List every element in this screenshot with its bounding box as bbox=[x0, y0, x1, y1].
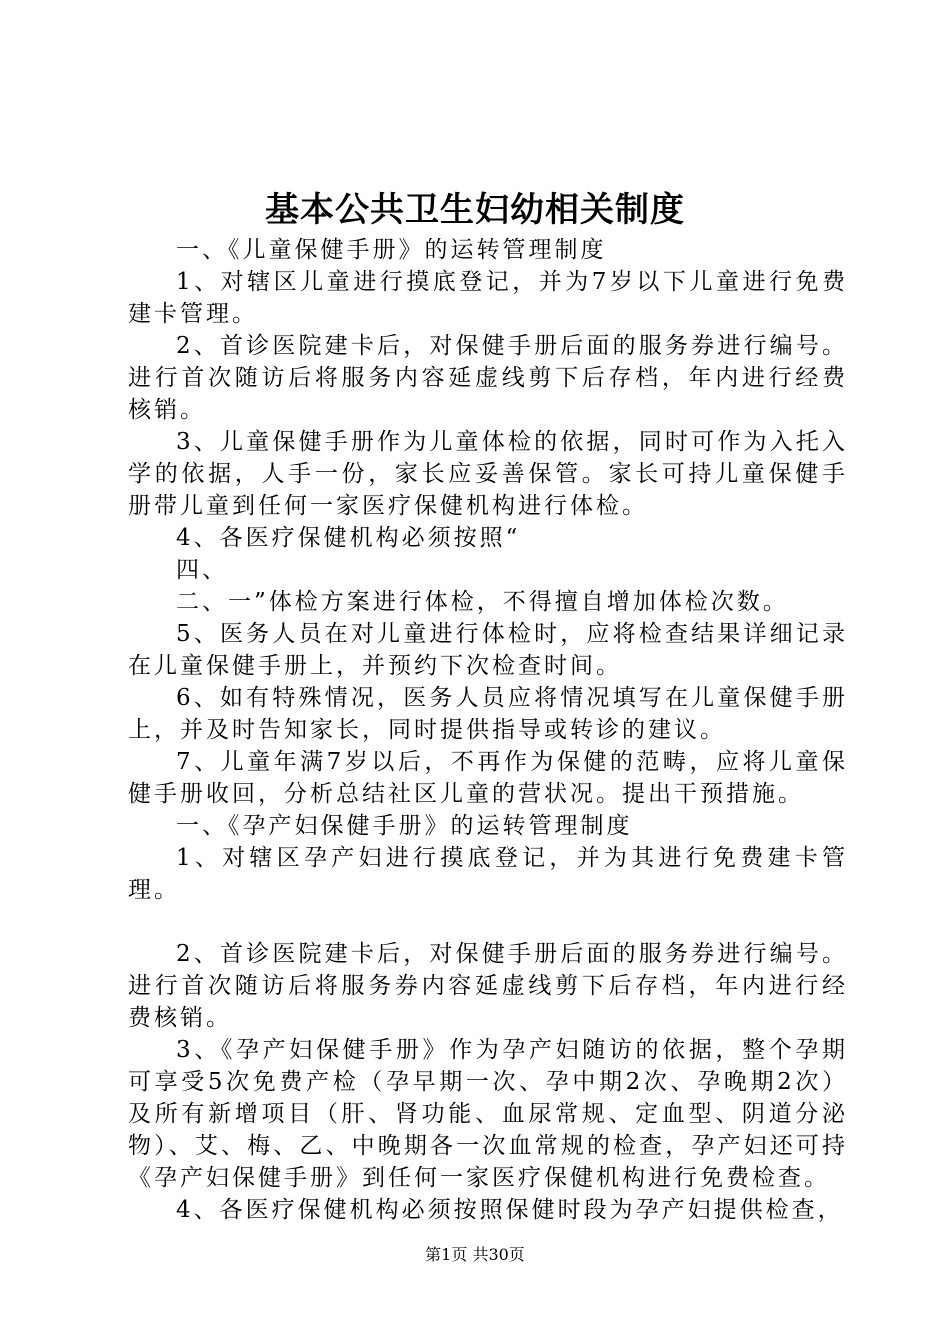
paragraph: 7、儿童年满7岁以后，不再作为保健的范畴，应将儿童保健手册收回，分析总结社区儿童的营状况。提出干预措施。 bbox=[128, 749, 848, 807]
document-body bbox=[128, 234, 848, 1226]
paragraph: 3、儿童保健手册作为儿童体检的依据，同时可作为入托入学的依据，人手一份，家长应妥善保管。家长可持儿童保健手册带儿童到任何一家医疗保健机构进行体检。 bbox=[128, 429, 848, 519]
document-title: 基本公共卫生妇幼相关制度 bbox=[265, 190, 685, 230]
paragraph: 4、各医疗保健机构必须按照“ bbox=[176, 525, 521, 551]
paragraph: 2、首诊医院建卡后，对保健手册后面的服务券进行编号。进行首次随访后将服务内容延虚线剪下后存档，年内进行经费核销。 bbox=[128, 333, 848, 423]
paragraph: 1、对辖区儿童进行摸底登记，并为7岁以下儿童进行免费建卡管理。 bbox=[128, 269, 848, 327]
paragraph: 4、各医疗保健机构必须按照保健时段为孕产妇提供检查， bbox=[176, 1197, 844, 1223]
paragraph: 6、如有特殊情况，医务人员应将情况填写在儿童保健手册上，并及时告知家长，同时提供指导或转诊的建议。 bbox=[128, 685, 848, 743]
section-heading: 一、《孕产妇保健手册》的运转管理制度 bbox=[176, 813, 633, 839]
paragraph: 2、首诊医院建卡后，对保健手册后面的服务券进行编号。进行首次随访后将服务券内容延虚线剪下后存档，年内进行经费核销。 bbox=[128, 941, 848, 1031]
paragraph: 1、对辖区孕产妇进行摸底登记，并为其进行免费建卡管理。 bbox=[128, 845, 848, 903]
paragraph: 四、 bbox=[176, 557, 228, 583]
section-heading: 一、《儿童保健手册》的运转管理制度 bbox=[176, 237, 607, 263]
paragraph: 3、《孕产妇保健手册》作为孕产妇随访的依据，整个孕期可享受5次免费产检（孕早期一次、孕中期2次、孕晚期2次）及所有新增项目（肝、肾功能、血尿常规、定血型、阴道分泌物）、艾、梅、乙、中晚期各一次血常规的检查，孕产妇还可持《孕产妇保健手册》到任何一家医疗保健机构进行免费检查。 bbox=[128, 1037, 848, 1191]
page-footer: 第1页 共30页 bbox=[425, 1245, 525, 1264]
paragraph: 5、医务人员在对儿童进行体检时，应将检查结果详细记录在儿童保健手册上，并预约下次检查时间。 bbox=[128, 621, 848, 679]
paragraph: 二、一”体检方案进行体检，不得擅自增加体检次数。 bbox=[176, 589, 789, 615]
